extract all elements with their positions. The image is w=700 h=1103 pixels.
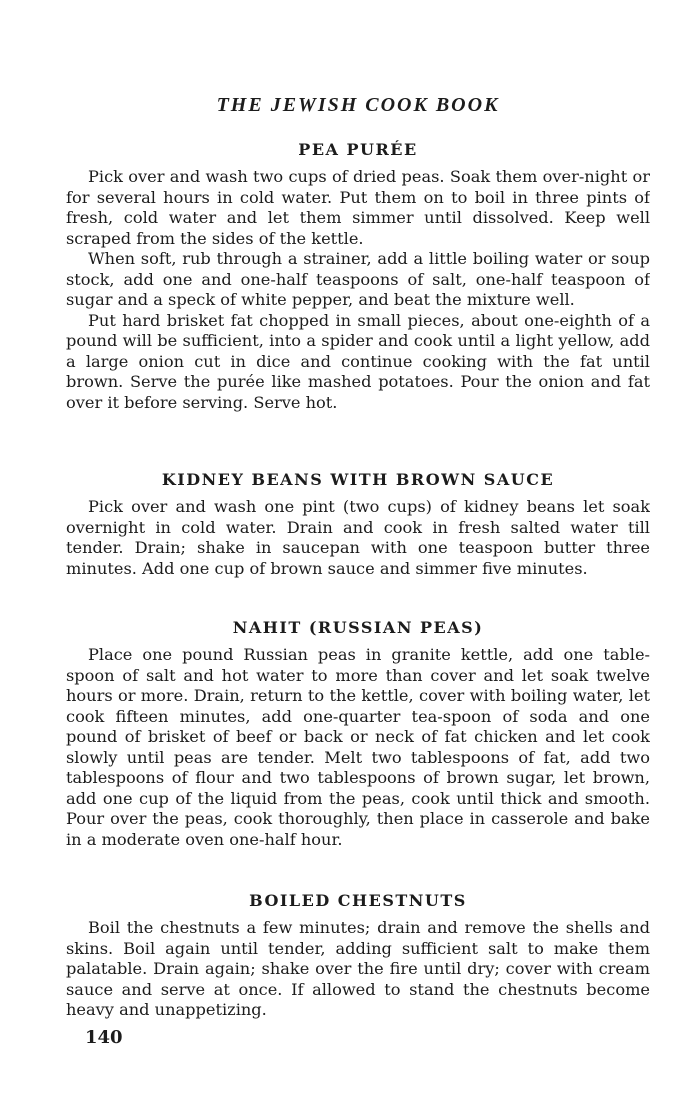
recipe-nahit: [66, 618, 650, 850]
recipe-paragraph: Put hard brisket fat chopped in small pieces, about one-eighth of a pound will be sufficient, into a spider and cook until a light yellow, add a large onion cut in dice and continue cooking with the fat until brown. Serve the purée like mashed potatoes. Pour the onion and fat over it before serving. Serve hot.: [66, 310, 650, 412]
page-number: 140: [85, 1027, 123, 1048]
recipe-heading: PEA PURÉE: [298, 140, 418, 159]
recipe-pea-puree: [66, 140, 650, 413]
running-head: THE JEWISH COOK BOOK: [216, 94, 500, 116]
book-page: [66, 0, 650, 1103]
recipe-kidney-beans: [66, 470, 650, 579]
recipe-paragraph: Boil the chestnuts a few minutes; drain and remove the shells and skins. Boil again until tender, adding sufficient salt to make them palatable. Drain again; shake over the fire until dry; cover with cream sauce and serve at once. If allowed to stand the chestnuts become heavy and unappetizing.: [66, 918, 650, 1019]
recipe-paragraph: Pick over and wash one pint (two cups) of kidney beans let soak overnight in cold water. Drain and cook in fresh salted water till tender. Drain; shake in saucepan with one teaspoon butter three minutes. Add one cup of brown sauce and simmer five minutes.: [66, 497, 650, 578]
recipe-paragraph: Place one pound Russian peas in granite kettle, add one table-spoon of salt and hot water to more than cover and let soak twelve hours or more. Drain, return to the kettle, cover with boiling water, let cook fifteen minutes, add one-quarter tea-spoon of soda and one pound of brisket of beef or back or neck of fat chicken and let cook slowly until peas are tender. Melt two tablespoons of fat, add two tablespoons of flour and two tablespoons of brown sugar, let brown, add one cup of the liquid from the peas, cook until thick and smooth. Pour over the peas, cook thoroughly, then place in casserole and bake in a moderate oven one-half hour.: [66, 645, 650, 849]
recipe-heading: KIDNEY BEANS WITH BROWN SAUCE: [161, 470, 555, 489]
recipe-heading: NAHIT (RUSSIAN PEAS): [232, 618, 484, 637]
recipe-paragraph: When soft, rub through a strainer, add a little boiling water or soup stock, add one and one-half teaspoons of salt, one-half teaspoon of sugar and a speck of white pepper, and beat the mixture well.: [66, 249, 650, 309]
recipe-heading: BOILED CHESTNUTS: [249, 891, 467, 910]
recipe-boiled-chestnuts: [66, 891, 650, 1021]
recipe-paragraph: Pick over and wash two cups of dried peas. Soak them over-night or for several hours in cold water. Put them on to boil in three pints of fresh, cold water and let them simmer until dissolved. Keep well scraped from the sides of the kettle.: [66, 167, 650, 248]
